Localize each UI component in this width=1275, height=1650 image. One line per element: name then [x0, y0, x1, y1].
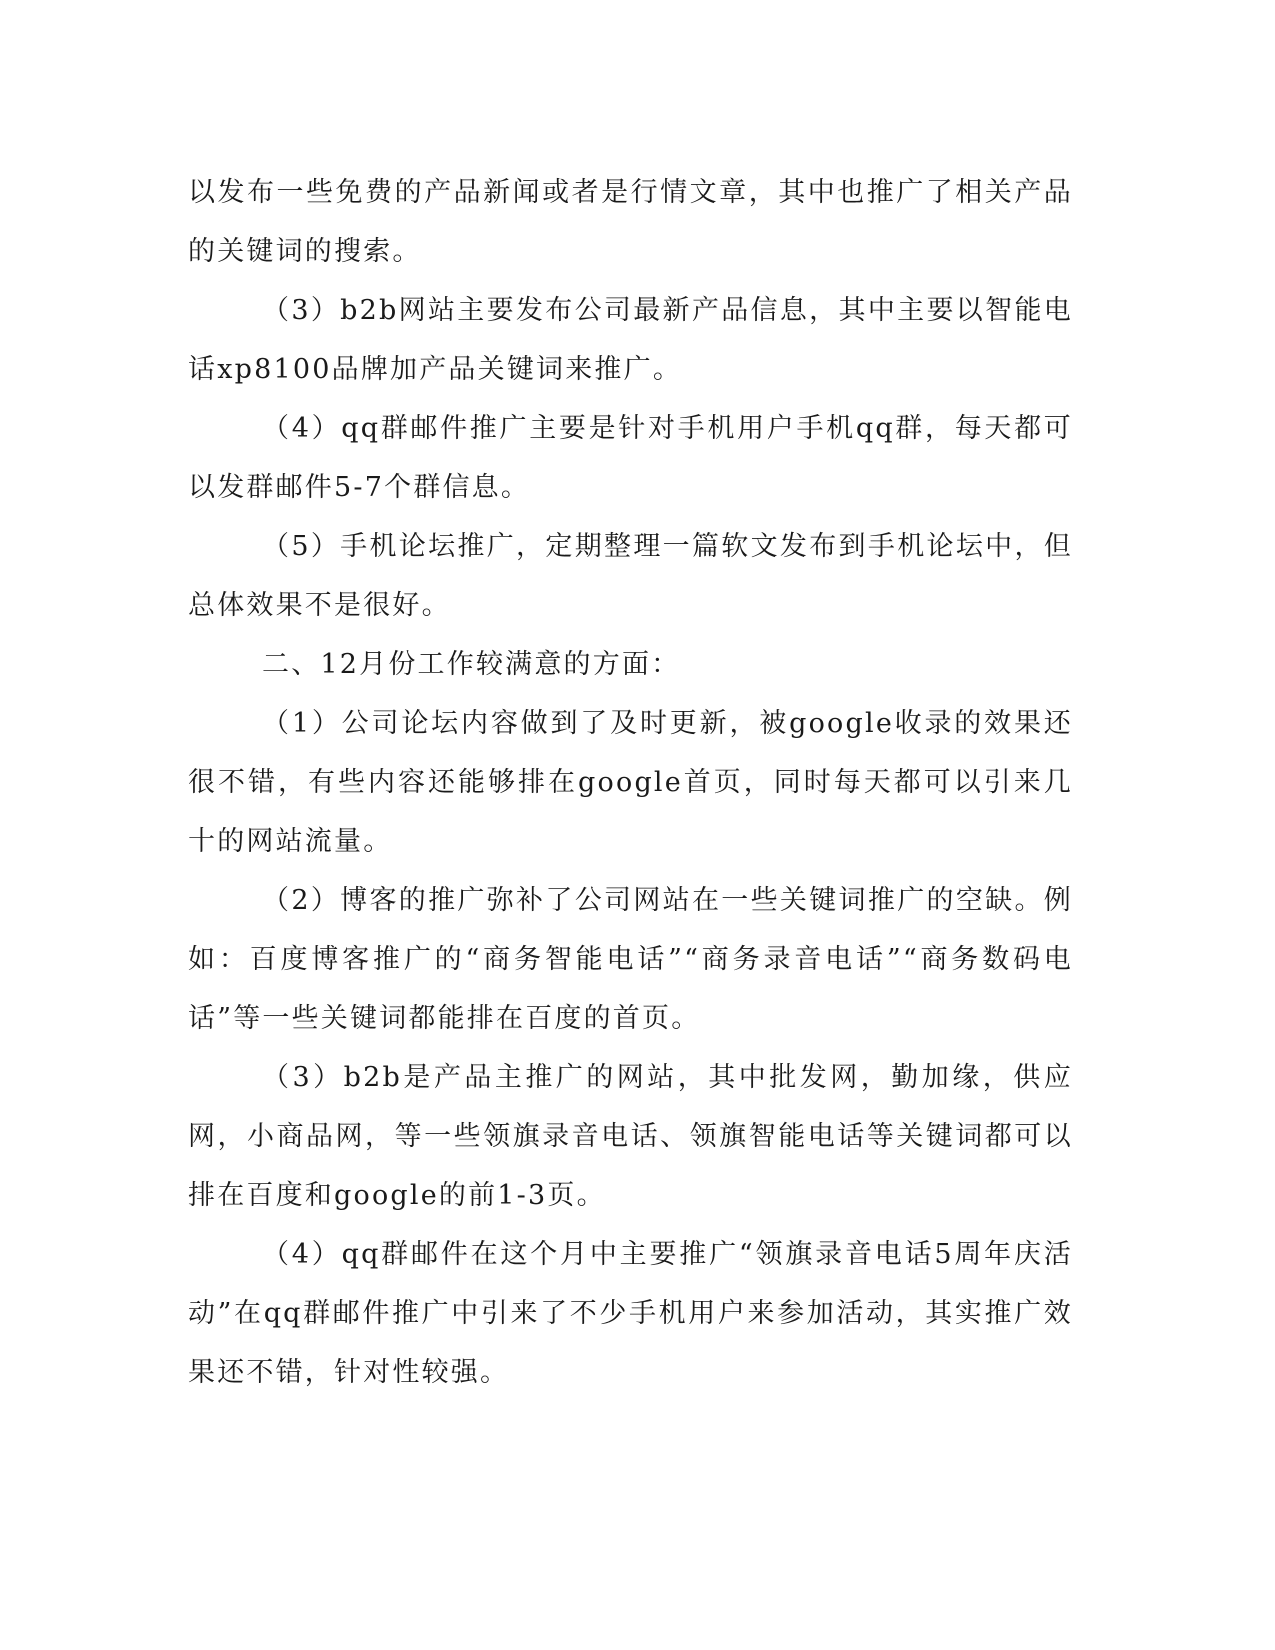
section-heading: 二、12月份工作较满意的方面： — [262, 649, 681, 680]
paragraph-item-4-qq: （4）qq群邮件推广主要是针对手机用户手机qq群，每天都可以发群邮件5-7个群信息。 — [188, 413, 1073, 503]
paragraph-satisfied-3: （3）b2b是产品主推广的网站，其中批发网，勤加缘，供应网，小商品网，等一些领旗录音电话、领旗智能电话等关键词都可以排在百度和google的前1-3页。 — [188, 1062, 1073, 1211]
paragraph-item-3-b2b: （3）b2b网站主要发布公司最新产品信息，其中主要以智能电话xp8100品牌加产品关键词来推广。 — [188, 295, 1073, 385]
paragraph-satisfied-4: （4）qq群邮件在这个月中主要推广“领旗录音电话5周年庆活动”在qq群邮件推广中引来了不少手机用户来参加活动，其实推广效果还不错，针对性较强。 — [188, 1239, 1073, 1388]
paragraph-satisfied-2: （2）博客的推广弥补了公司网站在一些关键词推广的空缺。例如：百度博客推广的“商务智能电话”“商务录音电话”“商务数码电话”等一些关键词都能排在百度的首页。 — [188, 885, 1073, 1034]
paragraph-item-5-forum: （5）手机论坛推广，定期整理一篇软文发布到手机论坛中，但总体效果不是很好。 — [188, 531, 1073, 621]
document-body — [188, 163, 1073, 1402]
paragraph-satisfied-1: （1）公司论坛内容做到了及时更新，被google收录的效果还很不错，有些内容还能够排在google首页，同时每天都可以引来几十的网站流量。 — [188, 708, 1073, 857]
paragraph-continuation: 以发布一些免费的产品新闻或者是行情文章，其中也推广了相关产品的关键词的搜索。 — [188, 177, 1073, 267]
